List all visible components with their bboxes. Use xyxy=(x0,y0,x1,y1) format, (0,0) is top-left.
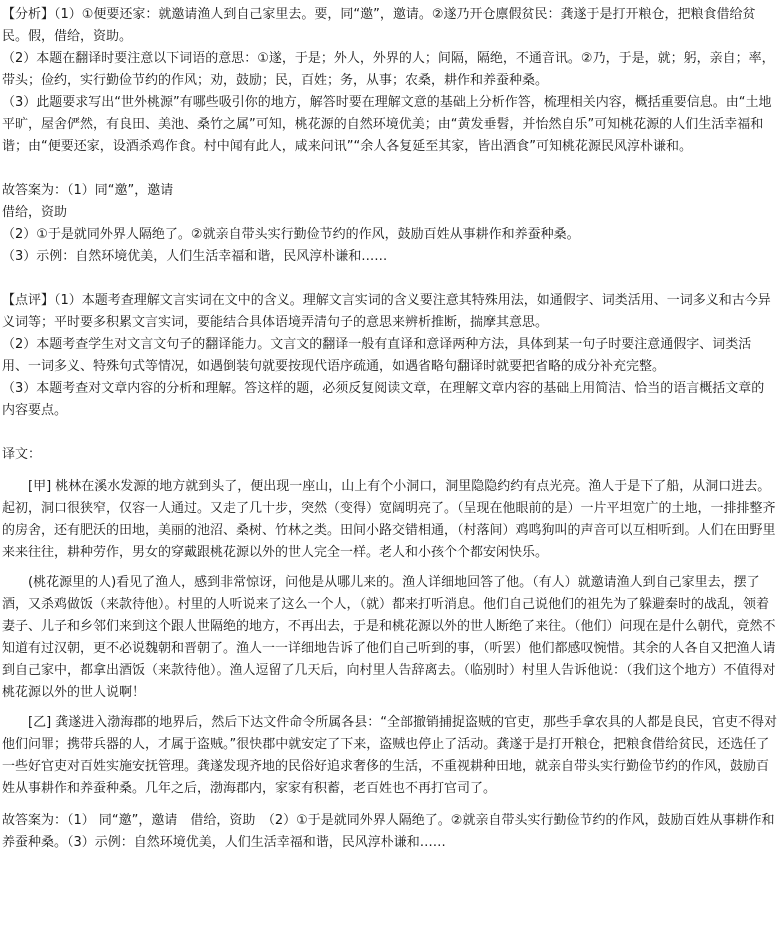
final-answer-section xyxy=(2,810,777,854)
answer-line-1: 故答案为：（1）同“邀”，邀请 xyxy=(2,183,174,198)
comment-paragraph-2: （2）本题考查学生对文言文句子的翻译能力。文言文的翻译一般有直译和意译两种方法，具体到某一句子时要注意通假字、词类活用、一词多义、特殊句式等情况，如遇倒装句就要按现代语序疏通，如遇省略句翻译时就要把省略的成分补充完整。 xyxy=(2,337,752,374)
answer-line-4: （3）示例：自然环境优美，人们生活幸福和谐，民风淳朴谦和…… xyxy=(2,249,388,264)
comment-paragraph-1: 【点评】（1）本题考查理解文言实词在文中的含义。理解文言实词的含义要注意其特殊用法，如通假字、词类活用、一词多义和古今异义词等；平时要多积累文言实词，要能结合具体语境弄清句子的意思来辨析推断，揣摩其意思。 xyxy=(2,293,771,330)
translation-paragraph-3: [乙] 龚遂进入渤海郡的地界后，然后下达文件命令所属各县：“全部撤销捕捉盗贼的官吏，那些手拿农具的人都是良民，官吏不得对他们问罪；携带兵器的人，才属于盗贼。”很快郡中就安定了下来，盗贼也停止了活动。龚遂于是打开粮仓，把粮食借给贫民，还选任了一些好官吏对百姓实施安抚管理。龚遂发现齐地的民俗好追求奢侈的生活，不重视耕种田地，就亲自带头实行勤俭节约的作风，鼓励百姓从事耕作和养蚕种桑。几年之后，渤海郡内，家家有积蓄，老百姓也不再打官司了。 xyxy=(2,715,778,796)
analysis-paragraph-2: （2）本题在翻译时要注意以下词语的意思：①遂，于是；外人，外界的人；间隔，隔绝，不通音讯。②乃，于是，就；躬，亲自；率，带头；俭约，实行勤俭节约的作风；劝，鼓励；民，百姓；务，从事；农桑，耕作和养蚕种桑。 xyxy=(2,51,775,88)
spacer xyxy=(2,564,777,572)
answer-section xyxy=(2,180,777,268)
spacer xyxy=(2,422,777,444)
analysis-paragraph-3: （3）此题要求写出“世外桃源”有哪些吸引你的地方，解答时要在理解文意的基础上分析作答，梳理相关内容，概括重要信息。由“土地平旷，屋舍俨然，有良田、美池、桑竹之属”可知，桃花源的自然环境优美；由“黄发垂髫，并怡然自乐”可知桃花源的人们生活幸福和谐；由“便要还家，设酒杀鸡作食。村中闻有此人，咸来问讯”“余人各复延至其家，皆出酒食”可知桃花源民风淳朴谦和。 xyxy=(2,95,772,154)
translation-paragraph-2: (桃花源里的人)看见了渔人，感到非常惊讶，问他是从哪儿来的。渔人详细地回答了他。（有人）就邀请渔人到自己家里去，摆了酒，又杀鸡做饭（来款待他）。村里的人听说来了这么一个人，（就）都来打听消息。他们自己说他们的祖先为了躲避秦时的战乱，领着妻子、儿子和乡邻们来到这个跟人世隔绝的地方，不再出去，于是和桃花源以外的世人断绝了来往。（他们）问现在是什么朝代，竟然不知道有过汉朝，更不必说魏朝和晋朝了。渔人一一详细地告诉了他们自己听到的事，（听罢）他们都感叹惋惜。其余的人各自又把渔人请到自己家中，都拿出酒饭（来款待他）。渔人逗留了几天后，向村里人告辞离去。（临别时）村里人告诉他说：（我们这个地方）不值得对桃花源以外的世人说啊！ xyxy=(2,575,776,700)
comment-paragraph-3: （3）本题考查对文章内容的分析和理解。答这样的题，必须反复阅读文章，在理解文章内容的基础上用简洁、恰当的语言概括文章的内容要点。 xyxy=(2,381,765,418)
comment-section xyxy=(2,290,777,422)
translation-section xyxy=(2,444,777,800)
spacer xyxy=(2,800,777,810)
translation-heading: 译文： xyxy=(2,447,42,462)
answer-line-2: 借给，资助 xyxy=(2,205,68,220)
translation-paragraph-1: [甲] 桃林在溪水发源的地方就到头了，便出现一座山，山上有个小洞口，洞里隐隐约约有点光亮。渔人于是下了船，从洞口进去。起初，洞口很狭窄，仅容一人通过。又走了几十步，突然（变得）宽阔明亮了。（呈现在他眼前的是）一片平坦宽广的土地，一排排整齐的房舍，还有肥沃的田地，美丽的池沼、桑树、竹林之类。田间小路交错相通，（村落间）鸡鸣狗叫的声音可以互相听到。人们在田野里来来往往，耕种劳作，男女的穿戴跟桃花源以外的世人完全一样。老人和小孩个个都安闲快乐。 xyxy=(2,479,776,560)
final-answer-text: 故答案为：（1） 同“邀”，邀请 借给，资助 （2）①于是就同外界人隔绝了。②就亲自带头实行勤俭节约的作风，鼓励百姓从事耕作和养蚕种桑。（3）示例：自然环境优美，人们生活幸福和谐，民风淳朴谦和…… xyxy=(2,813,775,850)
spacer xyxy=(2,158,777,180)
analysis-section xyxy=(2,4,777,158)
answer-line-3: （2）①于是就同外界人隔绝了。②就亲自带头实行勤俭节约的作风，鼓励百姓从事耕作和养蚕种桑。 xyxy=(2,227,580,242)
spacer xyxy=(2,466,777,476)
spacer xyxy=(2,268,777,290)
spacer xyxy=(2,704,777,712)
analysis-paragraph-1: 【分析】（1）①便要还家：就邀请渔人到自己家里去。要，同“邀”，邀请。②遂乃开仓廪假贫民：龚遂于是打开粮仓，把粮食借给贫民。假，借给，资助。 xyxy=(2,7,756,44)
